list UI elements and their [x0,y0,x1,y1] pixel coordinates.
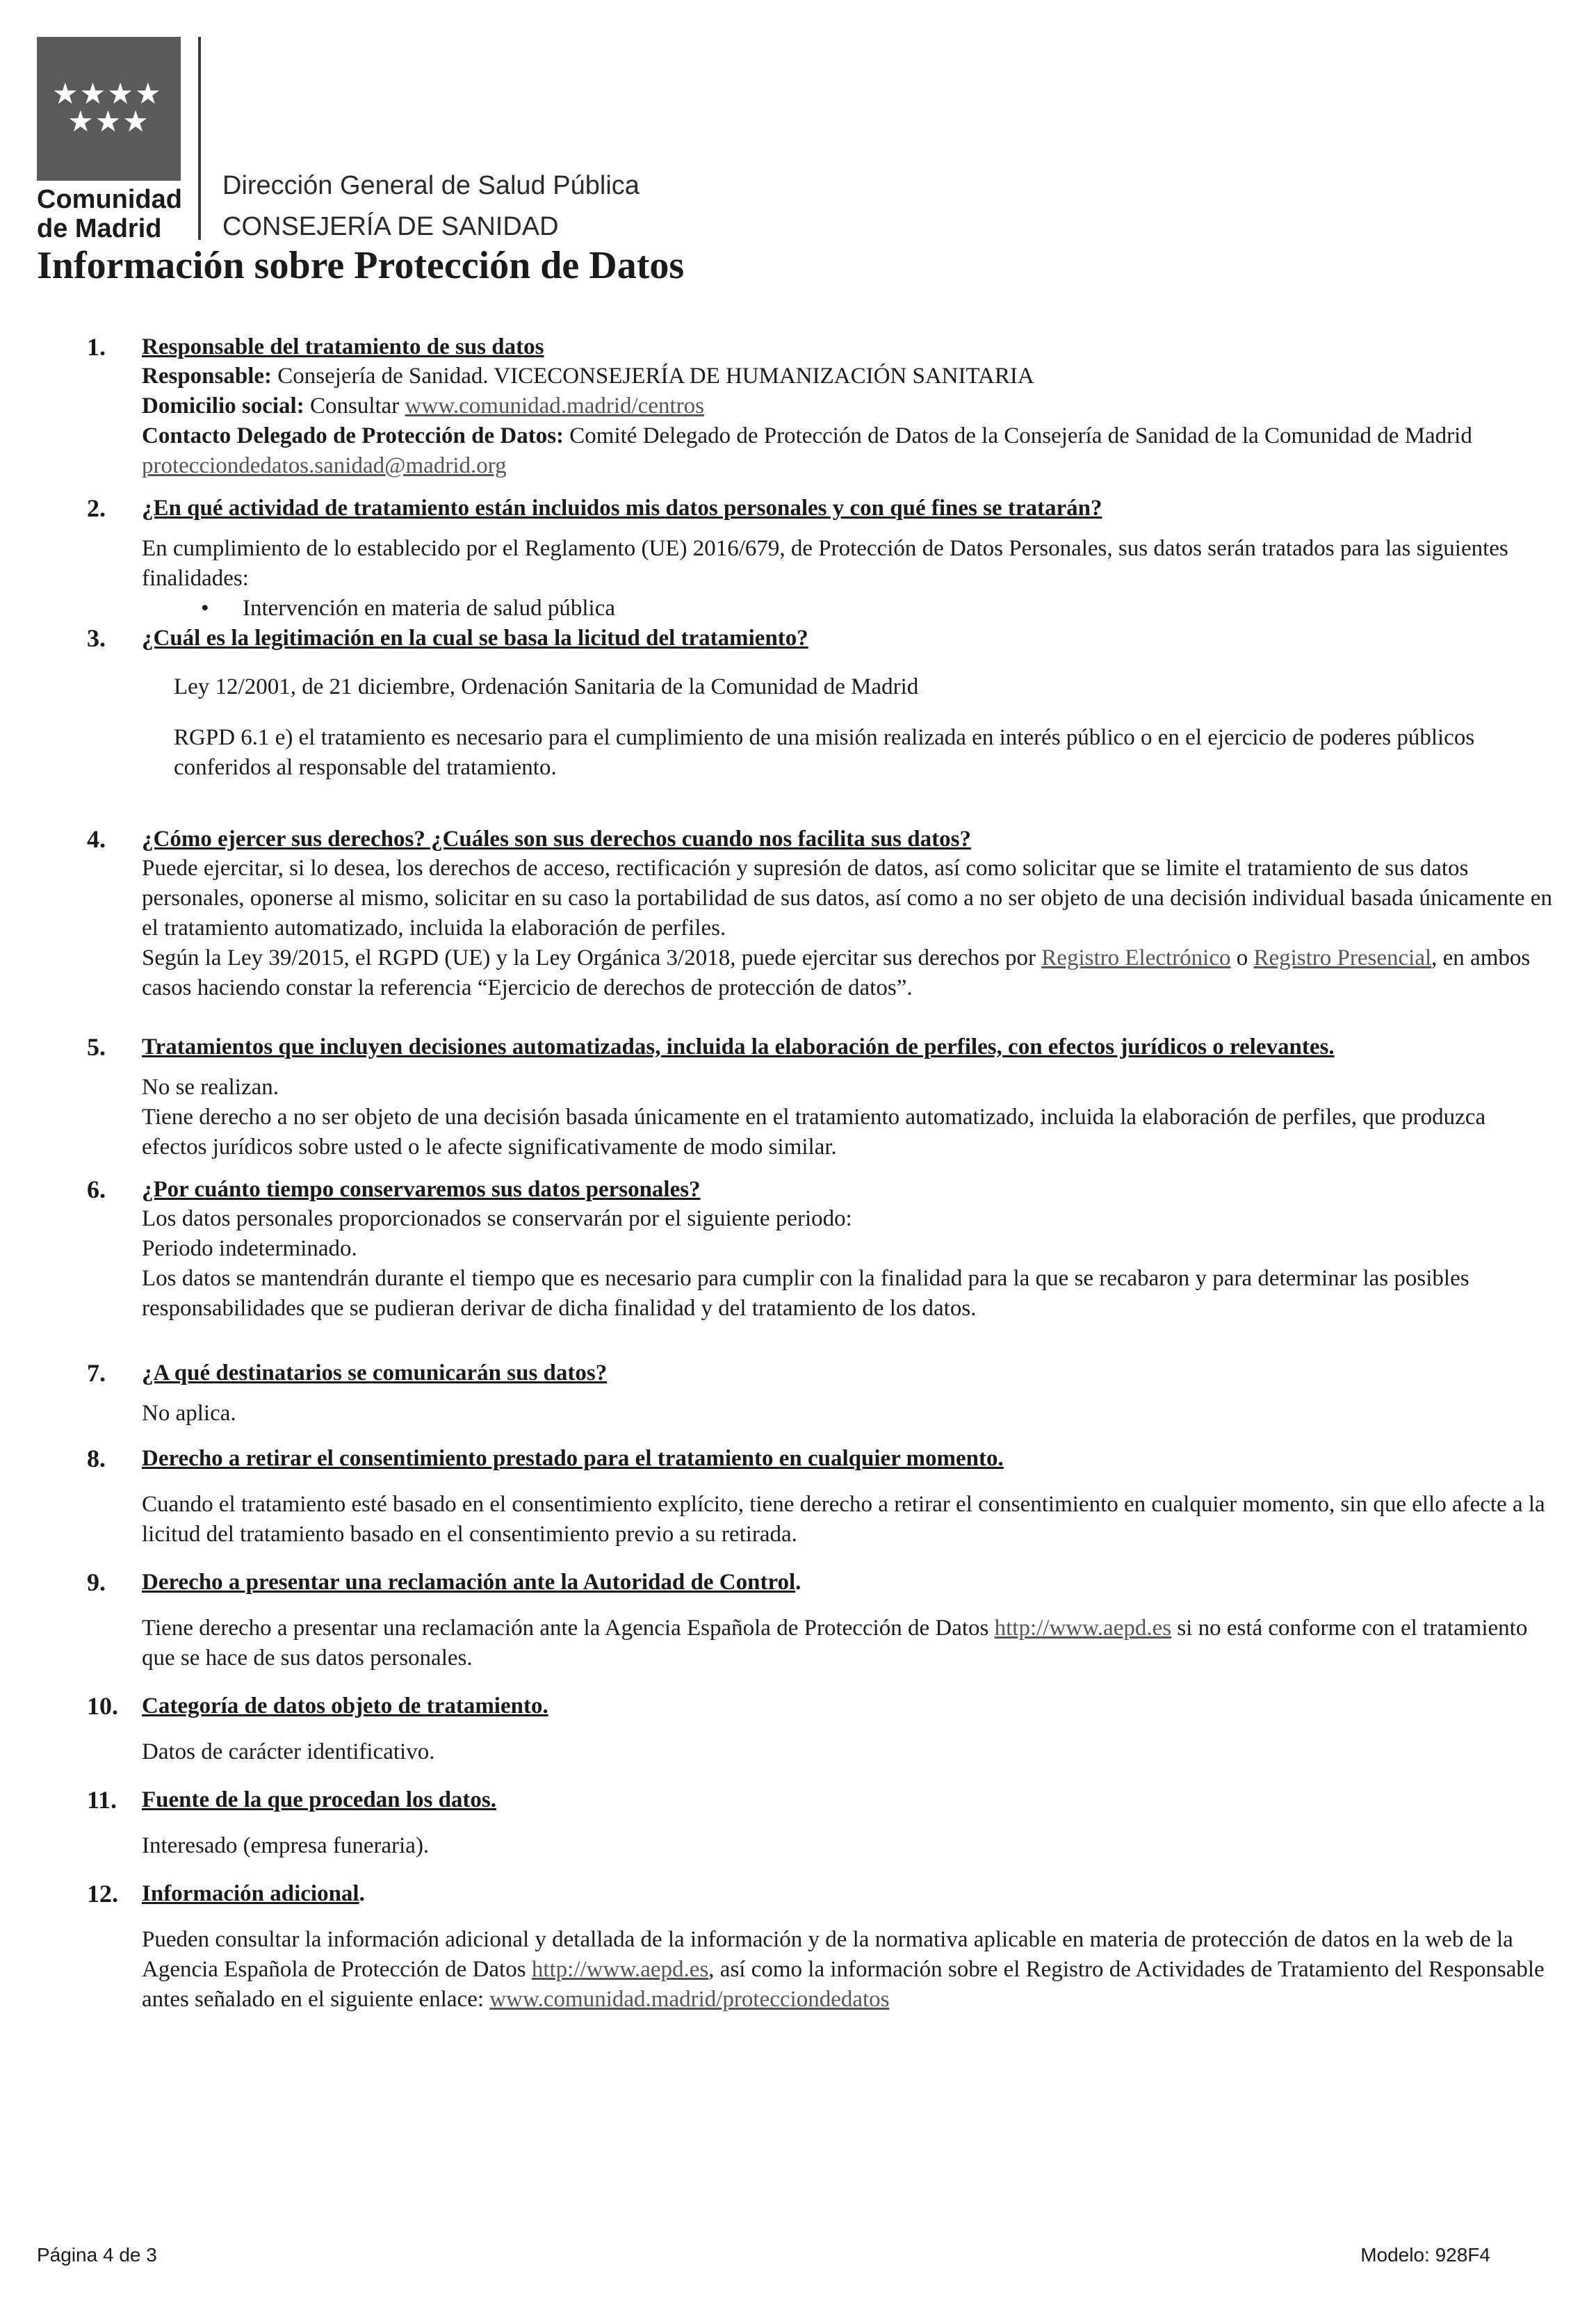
section-text-1: Puede ejercitar, si lo desea, los derechos de acceso, rectificación y supresión de datos, así como solicitar que se limite el tratamiento de sus datos personales, oponerse al mismo, solicitar en su caso la portabilidad de sus datos, así como a no ser objeto de una decisión individual basada únicamente en el tratamiento automatizado, incluida la elaboración de perfiles. [142,856,1552,941]
section-text-3: Los datos se mantendrán durante el tiempo que es necesario para cumplir con la finalidad para la que se recabaron y para determinar las posibles responsabilidades que se pudieran derivar de dicha finalidad y del tratamiento de los datos. [142,1266,1469,1321]
text-part: Pueden consultar la información adicional y detallada de la información y de la normativa aplicable en materia de protección de datos en la web de la Agencia Española de Protección de Datos [142,1927,1513,1982]
section-text: Interesado (empresa funeraria). [142,1833,430,1858]
stars-icon: ★★★★ ★★★ [52,76,163,138]
section-1 [0,332,1596,481]
text-part: , así como la información sobre el Registro de Actividades de Tratamiento del Responsable antes señalado en el siguiente enlace: [142,1957,1545,2012]
section-text-1: Ley 12/2001, de 21 diciembre, Ordenación Sanitaria de la Comunidad de Madrid [174,674,919,699]
section-number: 1. [87,333,106,361]
heading-tail: . [359,1881,365,1906]
section-text-2: Tiene derecho a no ser objeto de una decisión basada únicamente en el tratamiento automatizado, incluida la elaboración de perfiles, que produzca efectos jurídicos sobre usted o le afecte significativamente de modo similar. [142,1105,1486,1160]
section-12 [0,1879,1596,2015]
section-7 [0,1358,1596,1429]
section-9 [0,1568,1596,1673]
text-part: Según la Ley 39/2015, el RGPD (UE) y la Ley Orgánica 3/2018, puede ejercitar sus derechos por [142,945,1042,970]
registro-presencial-link[interactable]: Registro Presencial [1253,945,1432,970]
proteccion-datos-link[interactable]: www.comunidad.madrid/protecciondedatos [489,1987,890,2012]
heading-tail: . [795,1570,801,1595]
document-title: Información sobre Protección de Datos [37,244,685,287]
aepd-link[interactable]: http://www.aepd.es [994,1616,1172,1641]
section-heading: ¿En qué actividad de tratamiento están incluidos mis datos personales y con qué fines se tratarán? [142,496,1102,521]
section-heading: ¿Cuál es la legitimación en la cual se basa la licitud del tratamiento? [142,626,808,651]
contacto-line [142,421,1554,481]
domicilio-label: Domicilio social: [142,393,304,418]
dpo-email-link[interactable]: protecciondedatos.sanidad@madrid.org [142,453,507,478]
section-heading-line [142,1879,1554,1908]
section-heading: ¿Por cuánto tiempo conservaremos sus datos personales? [142,1177,701,1202]
header-divider [198,37,201,240]
section-text-1: Los datos personales proporcionados se conservarán por el siguiente periodo: [142,1206,852,1231]
contacto-label: Contacto Delegado de Protección de Datos: [142,423,564,448]
text-part: o [1230,945,1254,970]
section-number: 8. [87,1445,106,1472]
section-heading: Responsable del tratamiento de sus datos [142,334,544,359]
section-number: 6. [87,1176,106,1203]
section-text: En cumplimiento de lo establecido por el Reglamento (UE) 2016/679, de Protección de Datos Personales, sus datos serán tratados para las siguientes finalidades: [142,536,1508,591]
document-body [0,327,1596,2015]
text-part: , en ambos casos haciendo constar la referencia “Ejercicio de derechos de protección de datos”. [142,945,1531,1000]
section-heading: Fuente de la que procedan los datos. [142,1787,497,1812]
section-2 [0,494,1596,624]
section-heading: ¿A qué destinatarios se comunicarán sus datos? [142,1360,608,1385]
text-part: Tiene derecho a presentar una reclamación ante la Agencia Española de Protección de Datos [142,1616,995,1641]
org-name [37,185,182,243]
comunidad-madrid-logo [37,37,181,181]
section-text-2: RGPD 6.1 e) el tratamiento es necesario para el cumplimiento de una misión realizada en interés público o en el ejercicio de poderes públicos conferidos al responsable del tratamiento. [174,725,1475,780]
section-number: 12. [87,1880,118,1908]
section-heading: Información adicional [142,1881,359,1906]
section-3 [0,624,1596,783]
section-5 [0,1032,1596,1162]
section-text: Datos de carácter identificativo. [142,1739,435,1764]
responsable-value: Consejería de Sanidad. VICECONSEJERÍA DE HUMANIZACIÓN SANITARIA [272,364,1034,389]
section-11 [0,1785,1596,1861]
section-6 [0,1175,1596,1324]
section-heading: Tratamientos que incluyen decisiones automatizadas, incluida la elaboración de perfiles, con efectos jurídicos o relevantes. [142,1034,1335,1059]
section-number: 3. [87,624,106,652]
section-heading: ¿Cómo ejercer sus derechos? ¿Cuáles son sus derechos cuando nos facilita sus datos? [142,827,971,852]
aepd-link[interactable]: http://www.aepd.es [531,1957,709,1982]
responsable-label: Responsable: [142,364,272,389]
section-number: 2. [87,494,106,522]
section-heading-line [142,1568,1554,1597]
dept-title: Dirección General de Salud Pública [222,171,640,200]
section-heading: Derecho a presentar una reclamación ante la Autoridad de Control [142,1570,796,1595]
responsable-line [142,361,1554,391]
section-10 [0,1691,1596,1767]
page-number: Página 4 de 3 [37,2244,157,2266]
section-text [142,1614,1554,1673]
section-number: 9. [87,1568,106,1596]
section-heading: Categoría de datos objeto de tratamiento. [142,1693,548,1718]
section-number: 11. [87,1786,117,1814]
section-number: 10. [87,1692,118,1720]
section-text [142,1925,1554,2015]
model-code: Modelo: 928F4 [1360,2244,1490,2266]
section-text-2: Periodo indeterminado. [142,1236,357,1261]
org-line-1: Comunidad [37,185,182,214]
section-text: No aplica. [142,1401,236,1426]
section-text: Cuando el tratamiento esté basado en el consentimiento explícito, tiene derecho a retirar el consentimiento en cualquier momento, sin que ello afecte a la licitud del tratamiento basado en el consentimiento previo a su retirada. [142,1492,1545,1547]
section-4 [0,824,1596,1003]
list-item: • Intervención en materia de salud pública [142,594,1554,624]
domicilio-line [142,391,1554,421]
section-heading: Derecho a retirar el consentimiento prestado para el tratamiento en cualquier momento. [142,1446,1004,1471]
text-part: si no está conforme con el tratamiento que se hace de sus datos personales. [142,1616,1528,1671]
org-line-2: de Madrid [37,214,162,243]
contacto-value: Comité Delegado de Protección de Datos de la Consejería de Sanidad de la Comunidad de Madrid [564,423,1472,448]
section-text-2 [142,943,1554,1003]
dept-subtitle: CONSEJERÍA DE SANIDAD [222,212,559,241]
registro-electronico-link[interactable]: Registro Electrónico [1041,945,1231,970]
section-number: 5. [87,1033,106,1061]
centros-link[interactable]: www.comunidad.madrid/centros [405,393,704,418]
section-text-1: No se realizan. [142,1075,279,1100]
section-number: 7. [87,1359,106,1387]
section-8 [0,1444,1596,1550]
domicilio-value: Consultar [304,393,405,418]
section-number: 4. [87,825,106,853]
